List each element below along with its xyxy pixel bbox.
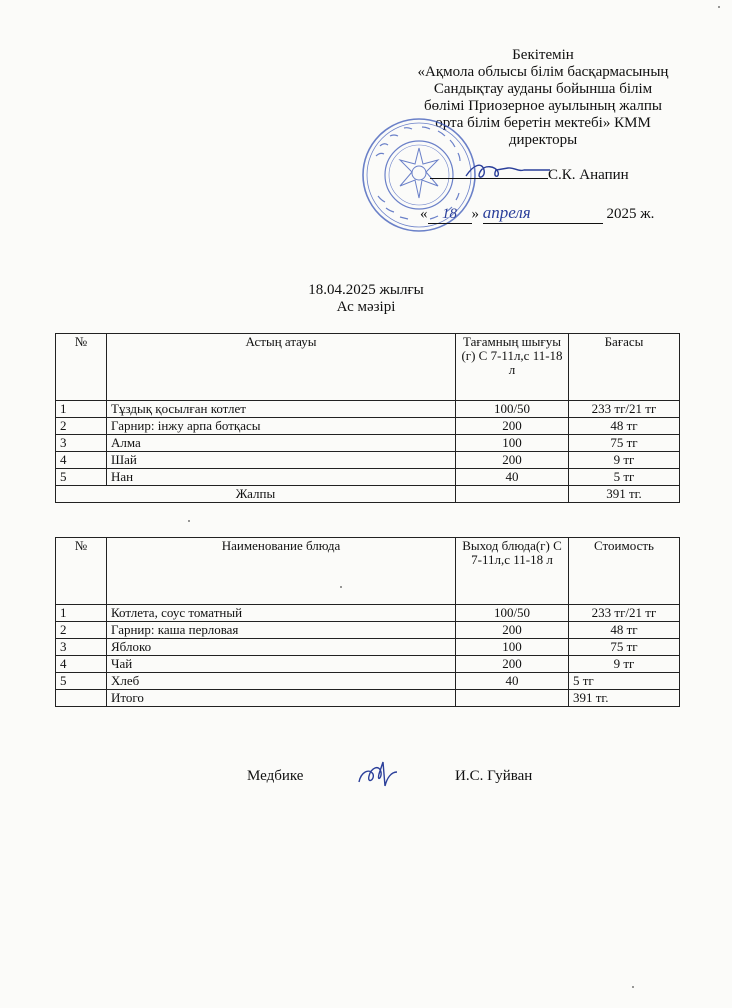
menu-table-ru [55, 537, 680, 707]
row-name: Тұздық қосылған котлет [107, 401, 456, 418]
row-price: 75 тг [569, 435, 680, 452]
scan-speck [632, 986, 634, 988]
row-num: 4 [56, 656, 107, 673]
row-output: 100 [456, 639, 569, 656]
table-row [56, 401, 680, 418]
menu-title: Ас мәзірі [336, 299, 396, 315]
header-price: Бағасы [569, 334, 680, 401]
scan-speck [188, 520, 190, 522]
header-output: Тағамның шығуы (г) С 7-11л,с 11-18 л [456, 334, 569, 401]
total-empty [456, 690, 569, 707]
row-price: 48 тг [569, 418, 680, 435]
header-name: Астың атауы [107, 334, 456, 401]
table-row [56, 452, 680, 469]
table-row [56, 673, 680, 690]
total-value: 391 тг. [569, 486, 680, 503]
row-output: 200 [456, 452, 569, 469]
medic-signature-line [247, 768, 533, 785]
row-num: 5 [56, 673, 107, 690]
row-price: 9 тг [569, 452, 680, 469]
row-num: 2 [56, 418, 107, 435]
header-name: Наименование блюда [107, 538, 456, 605]
menu-heading [0, 282, 732, 316]
approval-month: апреля [483, 203, 603, 224]
row-price: 5 тг [569, 673, 680, 690]
row-price: 48 тг [569, 622, 680, 639]
menu-date: 18.04.2025 жылғы [308, 282, 424, 298]
table-row [56, 418, 680, 435]
row-price: 233 тг/21 тг [569, 605, 680, 622]
row-output: 200 [456, 622, 569, 639]
table-row [56, 639, 680, 656]
row-num: 5 [56, 469, 107, 486]
table-row [56, 469, 680, 486]
row-price: 233 тг/21 тг [569, 401, 680, 418]
table-row [56, 605, 680, 622]
approval-line-6: директоры [508, 132, 578, 148]
table-header-row [56, 334, 680, 401]
row-name: Гарнир: каша перловая [107, 622, 456, 639]
approval-line-5: орта білім беретін мектебі» КММ [435, 115, 651, 131]
menu-table-kz [55, 333, 680, 503]
table-row [56, 656, 680, 673]
row-name: Шай [107, 452, 456, 469]
approval-line-1: Бекітемін [512, 47, 574, 63]
scan-speck [340, 586, 342, 588]
total-empty [456, 486, 569, 503]
row-num: 1 [56, 605, 107, 622]
row-num: 4 [56, 452, 107, 469]
medic-role: Медбике [247, 768, 304, 784]
row-output: 200 [456, 418, 569, 435]
header-output: Выход блюда(г) С 7-11л,с 11-18 л [456, 538, 569, 605]
row-name: Котлета, соус томатный [107, 605, 456, 622]
medic-name: И.С. Гуйван [455, 768, 533, 784]
director-name: С.К. Анапин [548, 167, 629, 183]
row-price: 75 тг [569, 639, 680, 656]
row-price: 5 тг [569, 469, 680, 486]
row-output: 40 [456, 469, 569, 486]
row-name: Алма [107, 435, 456, 452]
total-label: Жалпы [56, 486, 456, 503]
row-num: 2 [56, 622, 107, 639]
row-num: 3 [56, 435, 107, 452]
row-num: 3 [56, 639, 107, 656]
table-total-row [56, 486, 680, 503]
approval-day: 18 [428, 206, 472, 224]
row-output: 100/50 [456, 401, 569, 418]
row-name: Хлеб [107, 673, 456, 690]
row-output: 100 [456, 435, 569, 452]
approval-line-3: Сандықтау ауданы бойынша білім [433, 81, 653, 97]
header-num: № [56, 334, 107, 401]
row-name: Чай [107, 656, 456, 673]
medic-signature [355, 758, 401, 792]
row-name: Гарнир: інжу арпа ботқасы [107, 418, 456, 435]
row-output: 200 [456, 656, 569, 673]
total-value: 391 тг. [569, 690, 680, 707]
approval-year: 2025 ж. [606, 206, 655, 222]
total-empty-num [56, 690, 107, 707]
header-num: № [56, 538, 107, 605]
header-price: Стоимость [569, 538, 680, 605]
table-total-row [56, 690, 680, 707]
row-name: Яблоко [107, 639, 456, 656]
approval-line-4: бөлімі Приозерное ауылының жалпы [424, 98, 662, 114]
row-output: 40 [456, 673, 569, 690]
row-price: 9 тг [569, 656, 680, 673]
table-header-row [56, 538, 680, 605]
table-row [56, 622, 680, 639]
director-signature [462, 158, 552, 184]
total-label: Итого [107, 690, 456, 707]
row-name: Нан [107, 469, 456, 486]
scan-speck [718, 6, 720, 8]
table-row [56, 435, 680, 452]
approval-line-2: «Ақмола облысы білім басқармасының [417, 64, 669, 80]
approval-date-line: « 18 » апреля 2025 ж. [420, 203, 655, 222]
row-output: 100/50 [456, 605, 569, 622]
row-num: 1 [56, 401, 107, 418]
